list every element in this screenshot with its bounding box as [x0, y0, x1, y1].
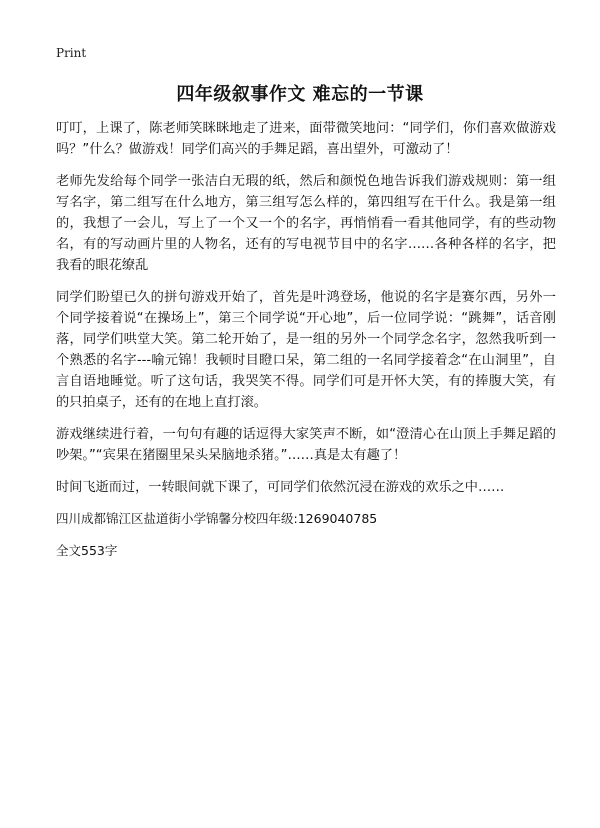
- word-count: 全文553字: [56, 543, 118, 558]
- article-body: [56, 118, 556, 561]
- article-paragraph: 叮叮，上课了，陈老师笑眯眯地走了进来，面带微笑地问：“同学们，你们喜欢做游戏吗？”什么？做游戏！同学们高兴的手舞足蹈，喜出望外，可激动了！: [56, 121, 556, 157]
- article-paragraph: 游戏继续进行着，一句句有趣的话逗得大家笑声不断，如“澄清心在山顶上手舞足蹈的吵架。”“宾果在猪圈里呆头呆脑地杀猪。”……真是太有趣了！: [56, 427, 556, 463]
- author-info: 四川成都锦江区盐道街小学锦馨分校四年级:1269040785: [56, 511, 378, 526]
- article-paragraph: 老师先发给每个同学一张洁白无瑕的纸，然后和颜悦色地告诉我们游戏规则：第一组写名字，第二组写在什么地方，第三组写怎么样的，第四组写在干什么。我是第一组的，我想了一会儿，写上了一个又一个的名字，再悄悄看一看其他同学，有的些动物名，有的写动画片里的人物名，还有的写电视节目中的名字……各种各样的名字，把我看的眼花缭乱: [56, 174, 556, 273]
- article-title: 四年级叙事作文 难忘的一节课: [176, 84, 424, 105]
- article-paragraph: 时间飞逝而过，一转眼间就下课了，可同学们依然沉浸在游戏的欢乐之中……: [56, 480, 505, 495]
- article-paragraph: 同学们盼望已久的拼句游戏开始了，首先是叶鸿登场，他说的名字是赛尔西，另外一个同学接着说“在操场上”，第三个同学说“开心地”，后一位同学说：“跳舞”，话音刚落，同学们哄堂大笑。第二轮开始了，是一组的另外一个同学念名字，忽然我听到一个熟悉的名字---喻元锦！我顿时目瞪口呆，第二组的一名同学接着念“在山洞里”，自言自语地睡觉。听了这句话，我哭笑不得。同学们可是开怀大笑，有的捧腹大笑，有的只拍桌子，还有的在地上直打滚。: [56, 290, 556, 410]
- print-link[interactable]: Print: [56, 46, 87, 60]
